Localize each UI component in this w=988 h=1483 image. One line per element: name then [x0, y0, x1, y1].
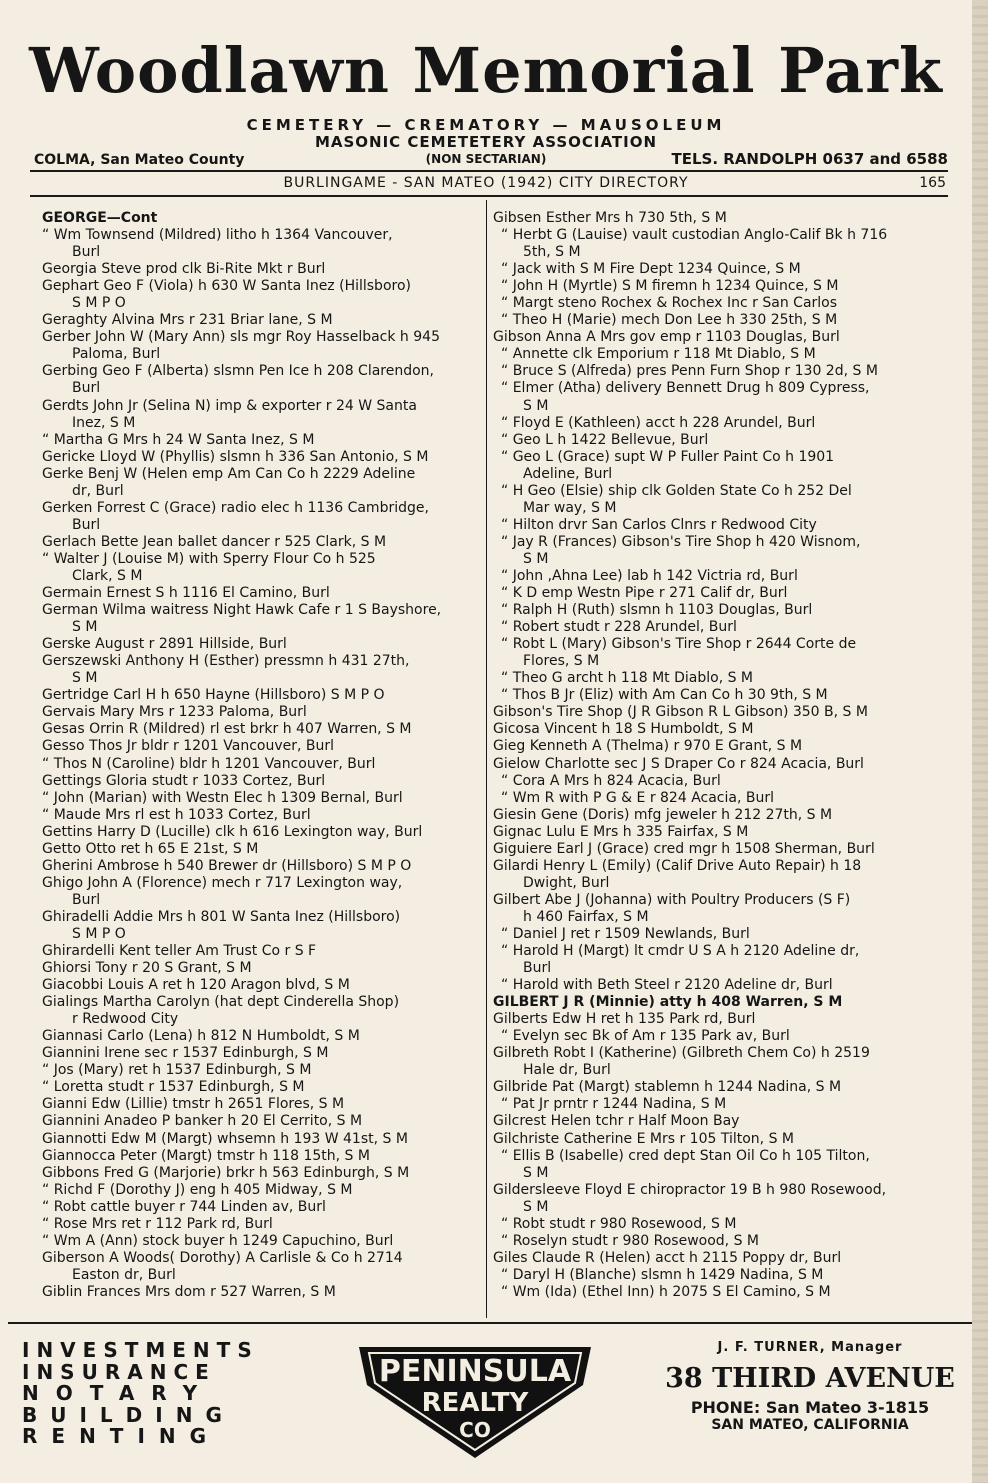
listing-entry: Gilchriste Catherine E Mrs r 105 Tilton, S M	[493, 1130, 794, 1147]
cemetery-ad-note: (NON SECTARIAN)	[425, 152, 547, 166]
listing-entry: GILBERT J R (Minnie) atty h 408 Warren, S M	[493, 994, 843, 1011]
listing-entry: “ Floyd E (Kathleen) acct h 228 Arundel, Burl	[501, 414, 816, 431]
listing-entry: “ Ralph H (Ruth) slsmn h 1103 Douglas, Burl	[501, 602, 813, 619]
left-column	[42, 210, 480, 1301]
listing-entry: “ Wm Townsend (Mildred) litho h 1364 Vancouver,	[42, 227, 393, 244]
listing-entry: “ Richd F (Dorothy J) eng h 405 Midway, S M	[42, 1181, 353, 1198]
listing-entry: Gicosa Vincent h 18 S Humboldt, S M	[493, 721, 754, 738]
service-notary: NOTARY	[22, 1381, 215, 1405]
listing-entry: “ Pat Jr prntr r 1244 Nadina, S M	[501, 1096, 727, 1113]
listing-entry: Gieg Kenneth A (Thelma) r 970 E Grant, S M	[493, 738, 803, 755]
listing-entry: Gerbing Geo F (Alberta) slsmn Pen Ice h 208 Clarendon,	[42, 363, 435, 380]
listing-continuation: S M	[523, 1164, 549, 1181]
listing-entry: Gettings Gloria studt r 1033 Cortez, Burl	[42, 772, 326, 789]
listing-entry: Gesso Thos Jr bldr r 1201 Vancouver, Burl	[42, 738, 335, 755]
peninsula-realty-logo	[355, 1345, 595, 1460]
listing-entry: “ Jos (Mary) ret h 1537 Edinburgh, S M	[42, 1062, 312, 1079]
listing-entry: Giannotti Edw M (Margt) whsemn h 193 W 41st, S M	[42, 1130, 408, 1147]
listing-continuation: Easton dr, Burl	[72, 1266, 176, 1283]
listing-continuation: S M P O	[72, 925, 126, 942]
listing-entry: Gibbons Fred G (Marjorie) brkr h 563 Edinburgh, S M	[42, 1164, 410, 1181]
listing-entry: German Wilma waitress Night Hawk Cafe r 1 S Bayshore,	[42, 602, 442, 619]
listing-entry: Gialings Martha Carolyn (hat dept Cinderella Shop)	[42, 994, 400, 1011]
listing-entry: “ John ,Ahna Lee) lab h 142 Victria rd, Burl	[501, 567, 798, 584]
listing-entry: Giberson A Woods( Dorothy) A Carlisle & Co h 2714	[42, 1249, 403, 1266]
realty-address: 38 THIRD AVENUE	[665, 1363, 955, 1394]
listing-continuation: S M P O	[72, 295, 126, 312]
listing-entry: “ K D emp Westn Pipe r 271 Calif dr, Burl	[501, 585, 788, 602]
listing-entry: Gherini Ambrose h 540 Brewer dr (Hillsboro) S M P O	[42, 857, 412, 874]
listing-entry: “ Daniel J ret r 1509 Newlands, Burl	[501, 925, 750, 942]
listing-continuation: h 460 Fairfax, S M	[523, 908, 649, 925]
listing-entry: “ Jay R (Frances) Gibson's Tire Shop h 420 Wisnom,	[501, 533, 861, 550]
listing-continuation: 5th, S M	[523, 244, 581, 261]
listing-entry: “ Roselyn studt r 980 Rosewood, S M	[501, 1232, 759, 1249]
listing-entry: “ Robt cattle buyer r 744 Linden av, Burl	[42, 1198, 326, 1215]
listing-entry: GEORGE—Cont	[42, 210, 158, 226]
listing-entry: Gerdts John Jr (Selina N) imp & exporter r 24 W Santa	[42, 397, 417, 414]
footer-rule	[8, 1322, 972, 1324]
listing-entry: “ Elmer (Atha) delivery Bennett Drug h 809 Cypress,	[501, 380, 870, 397]
listing-entry: Gertridge Carl H h 650 Hayne (Hillsboro) S M P O	[42, 687, 385, 704]
listing-entry: Germain Ernest S h 1116 El Camino, Burl	[42, 585, 330, 602]
listing-entry: “ Harold H (Margt) lt cmdr U S A h 2120 Adeline dr,	[501, 943, 860, 960]
listing-entry: Giannocca Peter (Margt) tmstr h 118 15th, S M	[42, 1147, 370, 1164]
listing-entry: “ Geo L h 1422 Bellevue, Burl	[501, 431, 709, 448]
listing-entry: Giannini Irene sec r 1537 Edinburgh, S M	[42, 1045, 329, 1062]
listing-entry: Giannasi Carlo (Lena) h 812 N Humboldt, S M	[42, 1028, 360, 1045]
listing-entry: Giblin Frances Mrs dom r 527 Warren, S M	[42, 1283, 336, 1300]
listing-entry: Getto Otto ret h 65 E 21st, S M	[42, 840, 259, 857]
listing-entry: “ Wm A (Ann) stock buyer h 1249 Capuchino, Burl	[42, 1232, 394, 1249]
listing-entry: Gibson's Tire Shop (J R Gibson R L Gibson) 350 B, S M	[493, 704, 868, 721]
listing-entry: “ Geo L (Grace) supt W P Fuller Paint Co h 1901	[501, 448, 835, 465]
service-renting: RENTING	[22, 1424, 221, 1448]
listing-entry: “ Daryl H (Blanche) slsmn h 1429 Nadina, S M	[501, 1266, 824, 1283]
listing-entry: Ghigo John A (Florence) mech r 717 Lexington way,	[42, 874, 403, 891]
listing-entry: “ Wm (Ida) (Ethel Inn) h 2075 S El Camino, S M	[501, 1283, 831, 1300]
listing-entry: Gielow Charlotte sec J S Draper Co r 824 Acacia, Burl	[493, 755, 864, 772]
service-investments: INVESTMENTS	[22, 1338, 259, 1362]
listing-continuation: Dwight, Burl	[523, 874, 610, 891]
listing-entry: “ Jack with S M Fire Dept 1234 Quince, S M	[501, 261, 801, 278]
listing-entry: “ Robert studt r 228 Arundel, Burl	[501, 619, 737, 636]
listing-entry: Gilbreth Robt I (Katherine) (Gilbreth Chem Co) h 2519	[493, 1045, 870, 1062]
listing-continuation: Burl	[72, 244, 101, 261]
listing-entry: “ Robt studt r 980 Rosewood, S M	[501, 1215, 737, 1232]
header-rule-bottom	[30, 195, 948, 197]
listing-entry: “ Ellis B (Isabelle) cred dept Stan Oil Co h 105 Tilton,	[501, 1147, 870, 1164]
listing-entry: “ Martha G Mrs h 24 W Santa Inez, S M	[42, 431, 315, 448]
listing-entry: Gilbert Abe J (Johanna) with Poultry Producers (S F)	[493, 891, 851, 908]
realty-city: SAN MATEO, CALIFORNIA	[711, 1417, 909, 1433]
listing-entry: “ Cora A Mrs h 824 Acacia, Burl	[501, 772, 721, 789]
listing-continuation: S M	[72, 619, 98, 636]
listing-continuation: Burl	[523, 960, 552, 977]
page-number: 165	[919, 175, 946, 191]
listing-continuation: S M	[523, 1198, 549, 1215]
logo-text-co: CO	[459, 1418, 491, 1442]
listing-entry: Gildersleeve Floyd E chiropractor 19 B h 980 Rosewood,	[493, 1181, 887, 1198]
listing-entry: Gignac Lulu E Mrs h 335 Fairfax, S M	[493, 823, 749, 840]
listing-entry: Giesin Gene (Doris) mfg jeweler h 212 27th, S M	[493, 806, 833, 823]
listing-entry: Gesas Orrin R (Mildred) rl est brkr h 407 Warren, S M	[42, 721, 412, 738]
listing-entry: Giguiere Earl J (Grace) cred mgr h 1508 Sherman, Burl	[493, 840, 875, 857]
listing-entry: “ Walter J (Louise M) with Sperry Flour Co h 525	[42, 550, 376, 567]
listing-continuation: Flores, S M	[523, 653, 600, 670]
listing-entry: Gibson Anna A Mrs gov emp r 1103 Douglas, Burl	[493, 329, 840, 346]
listing-entry: “ Hilton drvr San Carlos Clnrs r Redwood City	[501, 516, 817, 533]
listing-entry: Gerke Benj W (Helen emp Am Can Co h 2229 Adeline	[42, 465, 416, 482]
listing-entry: Geraghty Alvina Mrs r 231 Briar lane, S M	[42, 312, 333, 329]
listing-continuation: S M	[72, 670, 98, 687]
listing-entry: “ Margt steno Rochex & Rochex Inc r San Carlos	[501, 295, 838, 312]
realty-manager: J. F. TURNER, Manager	[717, 1340, 903, 1355]
listing-entry: “ Theo G archt h 118 Mt Diablo, S M	[501, 670, 754, 687]
listing-continuation: Hale dr, Burl	[523, 1062, 611, 1079]
listing-entry: “ Annette clk Emporium r 118 Mt Diablo, S M	[501, 346, 816, 363]
header-rule-top	[30, 170, 948, 172]
listing-continuation: Clark, S M	[72, 567, 143, 584]
listing-entry: Giacobbi Louis A ret h 120 Aragon blvd, S M	[42, 977, 350, 994]
service-building: BUILDING	[22, 1402, 235, 1427]
logo-text-realty: REALTY	[421, 1388, 529, 1418]
listing-entry: “ Wm R with P G & E r 824 Acacia, Burl	[501, 789, 774, 806]
listing-continuation: dr, Burl	[72, 482, 124, 499]
cemetery-ad-title: Woodlawn Memorial Park	[29, 34, 943, 107]
listing-entry: Ghiradelli Addie Mrs h 801 W Santa Inez (Hillsboro)	[42, 908, 401, 925]
service-insurance: INSURANCE	[22, 1359, 216, 1384]
listing-entry: Gilcrest Helen tchr r Half Moon Bay	[493, 1113, 740, 1130]
listing-entry: “ Bruce S (Alfreda) pres Penn Furn Shop r 130 2d, S M	[501, 363, 878, 380]
listing-entry: Gerlach Bette Jean ballet dancer r 525 Clark, S M	[42, 533, 387, 550]
listing-continuation: Burl	[72, 380, 101, 397]
listing-entry: Gephart Geo F (Viola) h 630 W Santa Inez (Hillsboro)	[42, 278, 411, 295]
listing-entry: Ghiorsi Tony r 20 S Grant, S M	[42, 960, 252, 977]
logo-text-peninsula: PENINSULA	[378, 1354, 572, 1389]
running-header-title: BURLINGAME - SAN MATEO (1942) CITY DIRECTORY	[283, 175, 689, 191]
listing-continuation: S M	[523, 397, 549, 414]
listing-entry: Gilberts Edw H ret h 135 Park rd, Burl	[493, 1011, 756, 1028]
listing-entry: “ Herbt G (Lauise) vault custodian Anglo-Calif Bk h 716	[501, 227, 888, 244]
listing-entry: “ Maude Mrs rl est h 1033 Cortez, Burl	[42, 806, 311, 823]
listing-entry: Gibsen Esther Mrs h 730 5th, S M	[493, 210, 727, 226]
cemetery-ad-location: COLMA, San Mateo County	[34, 152, 245, 168]
listing-entry: Gerske August r 2891 Hillside, Burl	[42, 636, 287, 653]
listing-entry: Gericke Lloyd W (Phyllis) slsmn h 336 San Antonio, S M	[42, 448, 429, 465]
listing-entry: “ John H (Myrtle) S M firemn h 1234 Quince, S M	[501, 278, 839, 295]
listing-entry: Giannini Anadeo P banker h 20 El Cerrito, S M	[42, 1113, 363, 1130]
cemetery-ad-phones: TELS. RANDOLPH 0637 and 6588	[671, 150, 948, 168]
column-divider	[486, 200, 487, 1318]
realty-services	[22, 1340, 259, 1448]
listing-entry: Gettins Harry D (Lucille) clk h 616 Lexington way, Burl	[42, 823, 423, 840]
listing-entry: Ghirardelli Kent teller Am Trust Co r S F	[42, 943, 317, 960]
listing-continuation: Adeline, Burl	[523, 465, 613, 482]
listing-entry: “ Theo H (Marie) mech Don Lee h 330 25th, S M	[501, 312, 838, 329]
listing-entry: Gervais Mary Mrs r 1233 Paloma, Burl	[42, 704, 307, 721]
listing-entry: Gerken Forrest C (Grace) radio elec h 1136 Cambridge,	[42, 499, 429, 516]
listing-entry: “ Harold with Beth Steel r 2120 Adeline dr, Burl	[501, 977, 833, 994]
listing-entry: “ Thos N (Caroline) bldr h 1201 Vancouver, Burl	[42, 755, 376, 772]
realty-contact	[660, 1340, 960, 1433]
listing-entry: Gerber John W (Mary Ann) sls mgr Roy Hasselback h 945	[42, 329, 440, 346]
listing-continuation: Mar way, S M	[523, 499, 617, 516]
listing-entry: Gianni Edw (Lillie) tmstr h 2651 Flores, S M	[42, 1096, 345, 1113]
listing-continuation: Inez, S M	[72, 414, 136, 431]
listing-entry: “ Robt L (Mary) Gibson's Tire Shop r 2644 Corte de	[501, 636, 857, 653]
listing-entry: Giles Claude R (Helen) acct h 2115 Poppy dr, Burl	[493, 1249, 842, 1266]
listing-entry: Gilbride Pat (Margt) stablemn h 1244 Nadina, S M	[493, 1079, 842, 1096]
listing-entry: “ John (Marian) with Westn Elec h 1309 Bernal, Burl	[42, 789, 403, 806]
listing-entry: Gilardi Henry L (Emily) (Calif Drive Auto Repair) h 18	[493, 857, 862, 874]
cemetery-ad-services: CEMETERY — CREMATORY — MAUSOLEUM	[246, 116, 726, 134]
listing-entry: Gerszewski Anthony H (Esther) pressmn h 431 27th,	[42, 653, 410, 670]
listing-entry: “ Thos B Jr (Eliz) with Am Can Co h 30 9th, S M	[501, 687, 828, 704]
listing-entry: “ H Geo (Elsie) ship clk Golden State Co h 252 Del	[501, 482, 852, 499]
listing-entry: Georgia Steve prod clk Bi-Rite Mkt r Burl	[42, 261, 326, 278]
listing-entry: “ Evelyn sec Bk of Am r 135 Park av, Burl	[501, 1028, 790, 1045]
realty-phone: PHONE: San Mateo 3-1815	[690, 1398, 930, 1417]
cemetery-ad-association: MASONIC CEMETETERY ASSOCIATION	[314, 133, 658, 151]
listing-entry: “ Rose Mrs ret r 112 Park rd, Burl	[42, 1215, 273, 1232]
listing-entry: “ Loretta studt r 1537 Edinburgh, S M	[42, 1079, 305, 1096]
page-edge	[972, 0, 988, 1483]
listing-continuation: r Redwood City	[72, 1011, 179, 1028]
listing-continuation: Burl	[72, 891, 101, 908]
right-column	[493, 210, 948, 1301]
listing-continuation: Burl	[72, 516, 101, 533]
listing-continuation: S M	[523, 550, 549, 567]
listing-continuation: Paloma, Burl	[72, 346, 161, 363]
